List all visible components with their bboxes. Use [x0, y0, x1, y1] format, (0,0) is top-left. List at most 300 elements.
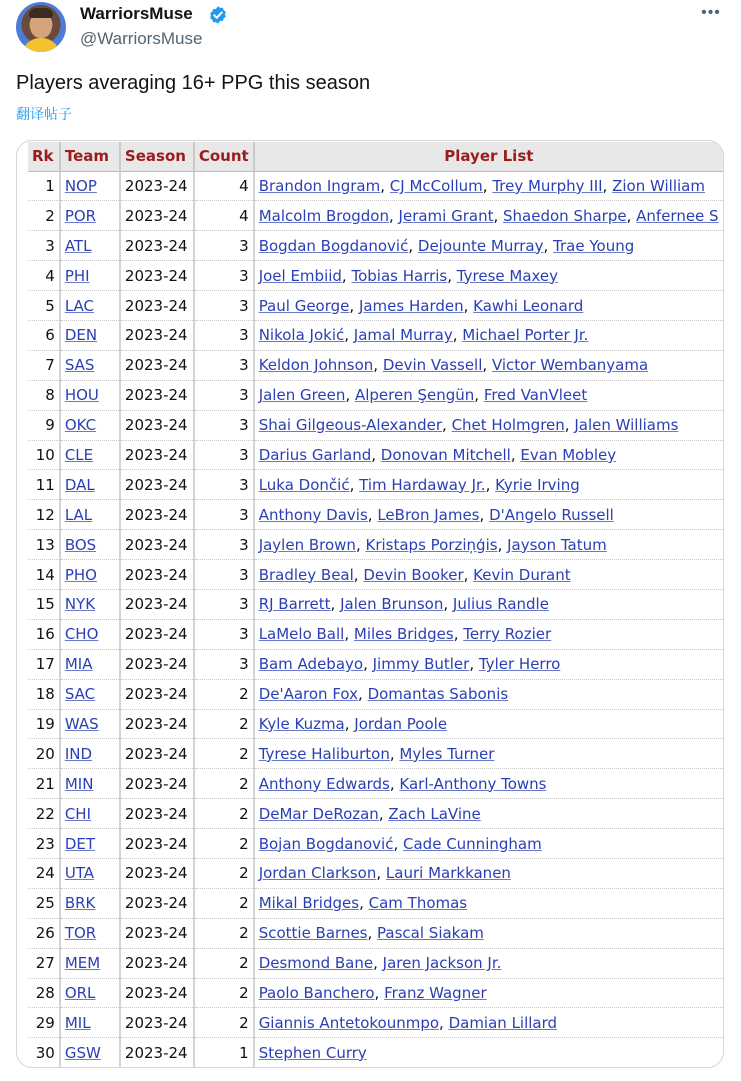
player-list-cell	[254, 888, 723, 918]
rank-cell: 6	[28, 320, 60, 350]
list-separator: ,	[371, 445, 381, 464]
player-link[interactable]: Trae Young	[553, 236, 635, 255]
player-link[interactable]: Fred VanVleet	[483, 386, 588, 405]
player-link[interactable]: Jimmy Butler	[372, 655, 470, 674]
player-link[interactable]: Bogdan Bogdanović	[258, 236, 409, 255]
team-cell	[60, 709, 120, 739]
player-list-cell	[254, 619, 723, 649]
table-row	[28, 888, 723, 918]
avatar-shirt	[22, 38, 60, 52]
player-list-cell	[254, 589, 723, 619]
player-link[interactable]: Nikola Jokić	[258, 326, 345, 345]
list-separator: ,	[493, 206, 504, 225]
team-cell	[60, 291, 120, 321]
player-link[interactable]: Chet Holmgren	[451, 416, 565, 435]
list-separator: ,	[345, 386, 355, 405]
team-cell	[60, 231, 120, 261]
team-link[interactable]: LAC	[64, 296, 95, 315]
player-link[interactable]: Bojan Bogdanović	[258, 834, 394, 853]
player-link[interactable]: Tyler Herro	[478, 655, 561, 674]
count-cell: 3	[194, 231, 254, 261]
team-link[interactable]: DEN	[64, 326, 98, 345]
player-link[interactable]: Pascal Siakam	[377, 924, 484, 943]
team-cell	[60, 858, 120, 888]
team-cell	[60, 201, 120, 231]
count-cell: 3	[194, 619, 254, 649]
player-link[interactable]: LaMelo Ball	[258, 625, 345, 644]
rank-cell: 18	[28, 679, 60, 709]
table-row	[28, 589, 723, 619]
season-cell: 2023-24	[120, 440, 194, 470]
player-link[interactable]: Trey Murphy III	[492, 176, 603, 195]
player-link[interactable]: Devin Vassell	[382, 356, 483, 375]
player-link[interactable]: Alperen Şengün	[354, 386, 475, 405]
player-link[interactable]: Jordan Clarkson	[258, 864, 377, 883]
team-cell	[60, 739, 120, 769]
player-link[interactable]: Scottie Barnes	[258, 924, 368, 943]
player-link[interactable]: Darius Garland	[258, 445, 372, 464]
team-link[interactable]: NOP	[64, 176, 97, 195]
tweet-media-image[interactable]	[16, 140, 724, 1068]
player-link[interactable]: James Harden	[358, 296, 464, 315]
count-cell: 3	[194, 470, 254, 500]
team-link[interactable]: CLE	[64, 445, 94, 464]
player-link[interactable]: Jayson Tatum	[507, 535, 607, 554]
season-cell: 2023-24	[120, 380, 194, 410]
count-cell: 2	[194, 829, 254, 859]
season-cell: 2023-24	[120, 858, 194, 888]
count-cell: 3	[194, 560, 254, 590]
count-cell: 4	[194, 201, 254, 231]
team-cell	[60, 978, 120, 1008]
player-link[interactable]: Zion William	[612, 176, 705, 195]
season-cell: 2023-24	[120, 799, 194, 829]
team-link[interactable]: BOS	[64, 535, 97, 554]
player-link[interactable]: Zach LaVine	[388, 804, 481, 823]
player-link[interactable]: Jalen Williams	[574, 416, 679, 435]
user-handle[interactable]: @WarriorsMuse	[80, 29, 203, 48]
list-separator: ,	[463, 565, 474, 584]
player-link[interactable]: Jamal Murray	[353, 326, 453, 345]
count-cell: 2	[194, 918, 254, 948]
season-cell: 2023-24	[120, 679, 194, 709]
player-link[interactable]: Joel Embiid	[258, 266, 342, 285]
table-row	[28, 410, 723, 440]
count-cell: 2	[194, 948, 254, 978]
translate-link[interactable]: 翻译帖子	[16, 106, 72, 122]
player-link[interactable]: Cade Cunningham	[403, 834, 542, 853]
season-cell: 2023-24	[120, 918, 194, 948]
player-list-cell	[254, 829, 723, 859]
player-link[interactable]: Tobias Harris	[351, 266, 448, 285]
season-cell: 2023-24	[120, 829, 194, 859]
player-list-cell	[254, 291, 723, 321]
team-cell	[60, 649, 120, 679]
list-separator: ,	[543, 236, 554, 255]
header-season[interactable]: Season	[120, 142, 194, 171]
table-row	[28, 769, 723, 799]
player-link[interactable]: Jaren Jackson Jr.	[382, 954, 502, 973]
player-link[interactable]: Tim Hardaway Jr.	[359, 475, 486, 494]
count-cell: 3	[194, 291, 254, 321]
team-cell	[60, 261, 120, 291]
count-cell: 3	[194, 500, 254, 530]
player-link[interactable]: CJ McCollum	[389, 176, 483, 195]
team-link[interactable]: DAL	[64, 475, 95, 494]
season-cell: 2023-24	[120, 410, 194, 440]
list-separator: ,	[378, 804, 389, 823]
team-link[interactable]: SAS	[64, 356, 95, 375]
player-link[interactable]: Julius Randle	[452, 595, 549, 614]
count-cell: 2	[194, 739, 254, 769]
rank-cell: 29	[28, 1008, 60, 1038]
season-cell: 2023-24	[120, 560, 194, 590]
list-separator: ,	[341, 266, 352, 285]
season-cell: 2023-24	[120, 291, 194, 321]
count-cell: 3	[194, 440, 254, 470]
player-list-cell	[254, 918, 723, 948]
list-separator: ,	[626, 206, 637, 225]
player-link[interactable]: Shaedon Sharpe	[503, 206, 627, 225]
player-list-cell	[254, 320, 723, 350]
player-link[interactable]: Kevin Durant	[473, 565, 571, 584]
list-separator: ,	[474, 386, 484, 405]
player-link[interactable]: Tyrese Maxey	[456, 266, 559, 285]
table-row	[28, 201, 723, 231]
player-link[interactable]: Jordan Poole	[354, 714, 448, 733]
count-cell: 3	[194, 320, 254, 350]
team-link[interactable]: CHO	[64, 625, 99, 644]
tweet-text: Players averaging 16+ PPG this season	[16, 72, 371, 94]
player-link[interactable]: Giannis Antetokounmpo	[258, 1013, 440, 1032]
player-link[interactable]: Malcolm Brogdon	[258, 206, 389, 225]
display-name[interactable]: WarriorsMuse	[80, 4, 193, 23]
player-list-cell	[254, 709, 723, 739]
table-body	[28, 171, 723, 1068]
stats-table	[28, 142, 723, 1068]
season-cell: 2023-24	[120, 888, 194, 918]
season-cell: 2023-24	[120, 530, 194, 560]
player-link[interactable]: Keldon Johnson	[258, 356, 374, 375]
team-cell	[60, 679, 120, 709]
team-link[interactable]: HOU	[64, 386, 99, 405]
count-cell: 2	[194, 1008, 254, 1038]
rank-cell: 28	[28, 978, 60, 1008]
table-row	[28, 649, 723, 679]
player-link[interactable]: Paul George	[258, 296, 350, 315]
player-link[interactable]: Desmond Bane	[258, 954, 374, 973]
player-link[interactable]: Miles Bridges	[353, 625, 454, 644]
player-link[interactable]: Jalen Brunson	[340, 595, 444, 614]
team-link[interactable]: MIA	[64, 655, 93, 674]
rank-cell: 24	[28, 858, 60, 888]
player-link[interactable]: Cam Thomas	[368, 894, 468, 913]
count-cell: 3	[194, 350, 254, 380]
season-cell: 2023-24	[120, 948, 194, 978]
table-row	[28, 440, 723, 470]
player-list-cell	[254, 530, 723, 560]
team-link[interactable]: UTA	[64, 864, 95, 883]
player-list-cell	[254, 231, 723, 261]
list-separator: ,	[497, 535, 508, 554]
player-list-cell	[254, 799, 723, 829]
list-separator: ,	[374, 983, 385, 1002]
player-link[interactable]: Mikal Bridges	[258, 894, 360, 913]
table-row	[28, 948, 723, 978]
count-cell: 4	[194, 171, 254, 201]
team-cell	[60, 1008, 120, 1038]
player-link[interactable]: Brandon Ingram	[258, 176, 381, 195]
table-header-row	[28, 142, 723, 171]
team-cell	[60, 171, 120, 201]
player-link[interactable]: Damian Lillard	[448, 1013, 558, 1032]
team-cell	[60, 1038, 120, 1068]
count-cell: 2	[194, 769, 254, 799]
player-link[interactable]: Bradley Beal	[258, 565, 354, 584]
rank-cell: 17	[28, 649, 60, 679]
rank-cell: 19	[28, 709, 60, 739]
player-link[interactable]: LeBron James	[377, 505, 480, 524]
player-link[interactable]: Terry Rozier	[463, 625, 552, 644]
season-cell: 2023-24	[120, 500, 194, 530]
player-link[interactable]: Tyrese Haliburton	[258, 744, 390, 763]
team-cell	[60, 380, 120, 410]
season-cell: 2023-24	[120, 649, 194, 679]
player-link[interactable]: Franz Wagner	[384, 983, 487, 1002]
table-row	[28, 1038, 723, 1068]
table-row	[28, 679, 723, 709]
table-row	[28, 619, 723, 649]
count-cell: 2	[194, 679, 254, 709]
player-link[interactable]: De'Aaron Fox	[258, 685, 359, 704]
count-cell: 3	[194, 410, 254, 440]
rank-cell: 30	[28, 1038, 60, 1068]
table-row	[28, 350, 723, 380]
team-link[interactable]: MEM	[64, 954, 101, 973]
count-cell: 2	[194, 709, 254, 739]
player-link[interactable]: RJ Barrett	[258, 595, 331, 614]
season-cell: 2023-24	[120, 589, 194, 619]
team-cell	[60, 799, 120, 829]
player-list-cell	[254, 470, 723, 500]
count-cell: 2	[194, 978, 254, 1008]
team-link[interactable]: PHO	[64, 565, 97, 584]
team-link[interactable]: MIN	[64, 774, 94, 793]
table-row	[28, 261, 723, 291]
list-separator: ,	[363, 655, 373, 674]
player-link[interactable]: DeMar DeRozan	[258, 804, 379, 823]
list-separator: ,	[443, 595, 453, 614]
team-link[interactable]: WAS	[64, 714, 99, 733]
more-options-icon[interactable]: •••	[701, 4, 721, 21]
list-separator: ,	[485, 475, 496, 494]
rank-cell: 4	[28, 261, 60, 291]
list-separator: ,	[349, 296, 359, 315]
player-link[interactable]: Devin Booker	[363, 565, 464, 584]
player-link[interactable]: Evan Mobley	[520, 445, 617, 464]
team-cell	[60, 500, 120, 530]
header-count[interactable]: Count	[194, 142, 254, 171]
list-separator: ,	[447, 266, 457, 285]
player-link[interactable]: Anfernee S	[636, 206, 719, 225]
list-separator: ,	[344, 714, 355, 733]
list-separator: ,	[442, 416, 452, 435]
rank-cell: 26	[28, 918, 60, 948]
season-cell: 2023-24	[120, 709, 194, 739]
rank-cell: 14	[28, 560, 60, 590]
player-link[interactable]: Kawhi Leonard	[473, 296, 584, 315]
avatar[interactable]	[16, 2, 66, 52]
list-separator: ,	[393, 834, 404, 853]
player-link[interactable]: Paolo Banchero	[258, 983, 375, 1002]
rank-cell: 21	[28, 769, 60, 799]
player-list-cell	[254, 500, 723, 530]
table-row	[28, 560, 723, 590]
player-link[interactable]: Lauri Markkanen	[385, 864, 511, 883]
player-link[interactable]: Stephen Curry	[258, 1043, 367, 1062]
rank-cell: 2	[28, 201, 60, 231]
player-link[interactable]: Myles Turner	[399, 744, 495, 763]
tweet-header	[16, 0, 725, 60]
verified-badge-icon	[208, 5, 228, 25]
player-list-cell	[254, 380, 723, 410]
list-separator: ,	[602, 176, 613, 195]
team-link[interactable]: POR	[64, 206, 97, 225]
list-separator: ,	[373, 954, 383, 973]
team-link[interactable]: CHI	[64, 804, 92, 823]
player-link[interactable]: Jaylen Brown	[258, 535, 356, 554]
count-cell: 2	[194, 799, 254, 829]
team-link[interactable]: LAL	[64, 505, 93, 524]
player-link[interactable]: Anthony Edwards	[258, 774, 390, 793]
player-link[interactable]: Shai Gilgeous-Alexander	[258, 416, 443, 435]
count-cell: 3	[194, 530, 254, 560]
player-link[interactable]: Kristaps Porziņģis	[365, 535, 498, 554]
header-team[interactable]: Team	[60, 142, 120, 171]
table-row	[28, 739, 723, 769]
player-list-cell	[254, 171, 723, 201]
rank-cell: 22	[28, 799, 60, 829]
team-cell	[60, 769, 120, 799]
header-player-list[interactable]: Player List	[254, 142, 723, 171]
player-list-cell	[254, 440, 723, 470]
rank-cell: 3	[28, 231, 60, 261]
player-link[interactable]: Bam Adebayo	[258, 655, 364, 674]
player-link[interactable]: Jerami Grant	[398, 206, 494, 225]
team-link[interactable]: ATL	[64, 236, 92, 255]
table-row	[28, 918, 723, 948]
player-list-cell	[254, 769, 723, 799]
player-link[interactable]: Jalen Green	[258, 386, 346, 405]
player-link[interactable]: Kyrie Irving	[495, 475, 580, 494]
team-link[interactable]: TOR	[64, 924, 97, 943]
list-separator: ,	[452, 326, 463, 345]
list-separator: ,	[373, 356, 383, 375]
team-link[interactable]: BRK	[64, 894, 96, 913]
list-separator: ,	[349, 475, 360, 494]
player-link[interactable]: Donovan Mitchell	[380, 445, 511, 464]
team-link[interactable]: NYK	[64, 595, 96, 614]
rank-cell: 10	[28, 440, 60, 470]
season-cell: 2023-24	[120, 171, 194, 201]
count-cell: 3	[194, 589, 254, 619]
table-row	[28, 380, 723, 410]
player-link[interactable]: Michael Porter Jr.	[462, 326, 589, 345]
rank-cell: 16	[28, 619, 60, 649]
team-cell	[60, 470, 120, 500]
table-row	[28, 709, 723, 739]
player-list-cell	[254, 679, 723, 709]
table-row	[28, 530, 723, 560]
season-cell: 2023-24	[120, 320, 194, 350]
player-link[interactable]: Dejounte Murray	[417, 236, 544, 255]
list-separator: ,	[344, 326, 354, 345]
player-link[interactable]: Domantas Sabonis	[367, 685, 509, 704]
table-row	[28, 291, 723, 321]
player-link[interactable]: Anthony Davis	[258, 505, 368, 524]
list-separator: ,	[380, 176, 390, 195]
list-separator: ,	[439, 1013, 449, 1032]
team-link[interactable]: ORL	[64, 983, 96, 1002]
player-link[interactable]: D'Angelo Russell	[489, 505, 614, 524]
table-row	[28, 978, 723, 1008]
team-link[interactable]: PHI	[64, 266, 90, 285]
list-separator: ,	[479, 505, 490, 524]
player-link[interactable]: Victor Wembanyama	[491, 356, 649, 375]
list-separator: ,	[408, 236, 418, 255]
player-list-cell	[254, 948, 723, 978]
season-cell: 2023-24	[120, 231, 194, 261]
rank-cell: 9	[28, 410, 60, 440]
list-separator: ,	[469, 655, 479, 674]
count-cell: 1	[194, 1038, 254, 1068]
team-link[interactable]: MIL	[64, 1013, 91, 1032]
player-link[interactable]: Karl-Anthony Towns	[399, 774, 547, 793]
table-row	[28, 320, 723, 350]
season-cell: 2023-24	[120, 769, 194, 799]
count-cell: 3	[194, 380, 254, 410]
player-list-cell	[254, 1008, 723, 1038]
player-link[interactable]: Kyle Kuzma	[258, 714, 345, 733]
team-link[interactable]: IND	[64, 744, 93, 763]
list-separator: ,	[389, 744, 400, 763]
player-link[interactable]: Luka Dončić	[258, 475, 350, 494]
season-cell: 2023-24	[120, 350, 194, 380]
rank-cell: 27	[28, 948, 60, 978]
rank-cell: 8	[28, 380, 60, 410]
team-link[interactable]: SAC	[64, 685, 96, 704]
player-list-cell	[254, 410, 723, 440]
season-cell: 2023-24	[120, 978, 194, 1008]
season-cell: 2023-24	[120, 261, 194, 291]
team-link[interactable]: DET	[64, 834, 96, 853]
player-list-cell	[254, 560, 723, 590]
season-cell: 2023-24	[120, 739, 194, 769]
list-separator: ,	[353, 565, 364, 584]
header-rk[interactable]: Rk	[28, 142, 60, 171]
rank-cell: 7	[28, 350, 60, 380]
table-row	[28, 171, 723, 201]
list-separator: ,	[510, 445, 521, 464]
avatar-hair	[29, 8, 53, 18]
team-cell	[60, 619, 120, 649]
list-separator: ,	[389, 774, 400, 793]
list-separator: ,	[367, 505, 378, 524]
team-link[interactable]: GSW	[64, 1043, 101, 1062]
team-link[interactable]: OKC	[64, 416, 97, 435]
rank-cell: 23	[28, 829, 60, 859]
list-separator: ,	[358, 685, 368, 704]
